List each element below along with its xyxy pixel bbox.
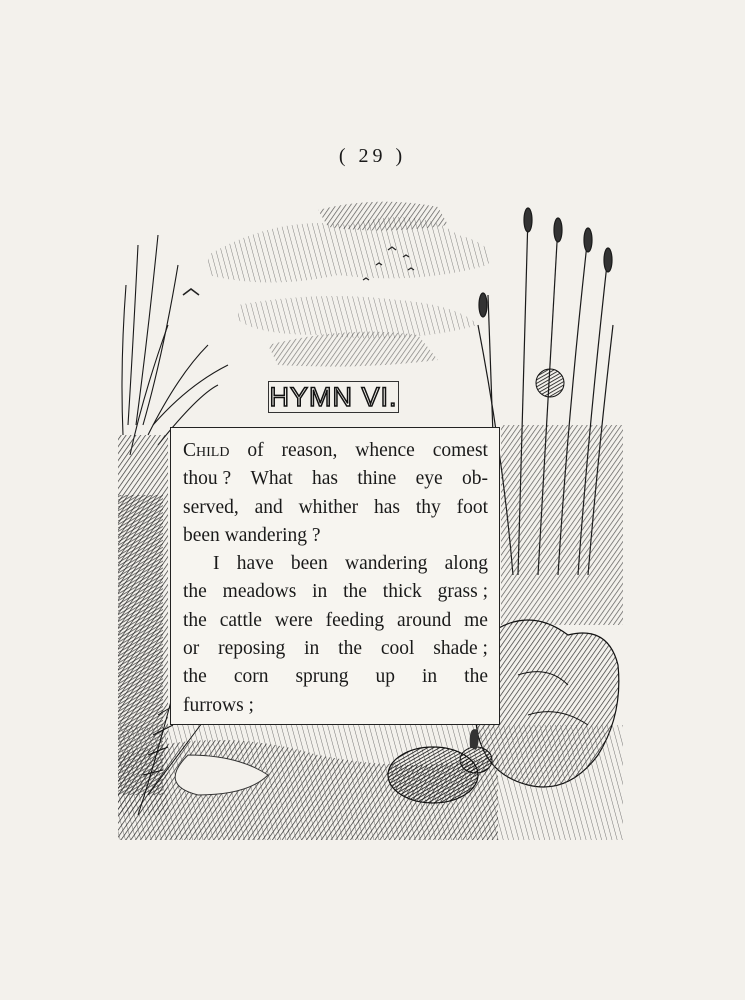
passage-line (183, 522, 488, 550)
cloud-sky (208, 202, 490, 367)
word: grass ; (437, 581, 488, 603)
word: wandering ? (224, 524, 321, 546)
word: the (183, 609, 207, 631)
passage-line (183, 663, 488, 691)
passage-line (183, 692, 488, 720)
word: cool (380, 638, 415, 660)
word: furrows ; (183, 694, 254, 716)
word: eye (415, 468, 443, 490)
passage-line (183, 607, 488, 635)
word: the (183, 666, 207, 688)
passage-line (183, 437, 488, 465)
word: cattle (219, 609, 262, 631)
word: the (338, 638, 362, 660)
word: sprung (295, 666, 349, 688)
word: me (464, 609, 488, 631)
word: reason, (281, 440, 338, 461)
word: has (374, 496, 400, 518)
word: and (254, 496, 283, 518)
word: in (422, 666, 438, 688)
word: thy (415, 496, 441, 518)
text-panel (170, 427, 500, 725)
word: served, (183, 496, 239, 518)
word: ob- (461, 468, 488, 490)
word: comest (432, 440, 488, 461)
hymn-title: HYMN VI. (269, 381, 398, 412)
word: feeding (325, 609, 385, 631)
word: the (343, 581, 367, 603)
passage-line (183, 550, 488, 578)
word: of (247, 440, 264, 461)
word: were (274, 609, 313, 631)
word: foot (456, 496, 488, 518)
word: meadows (222, 581, 297, 603)
word: the (464, 666, 488, 688)
word: have (236, 553, 274, 575)
word: What (250, 468, 293, 490)
word: has (312, 468, 339, 490)
page-number: ( 29 ) (338, 145, 407, 167)
passage-line (183, 578, 488, 606)
word: thine (357, 468, 397, 490)
word: corn (233, 666, 269, 688)
word: the (183, 581, 207, 603)
word: whence (355, 440, 415, 461)
word: I (213, 553, 220, 575)
word: in (312, 581, 328, 603)
word: or (183, 638, 200, 660)
word: around (397, 609, 452, 631)
passage-line (183, 465, 488, 493)
word: whither (298, 496, 359, 518)
word: thick (382, 581, 422, 603)
word: been (183, 524, 220, 546)
word: been (290, 553, 328, 575)
passage-line (183, 494, 488, 522)
word: in (304, 638, 320, 660)
word: reposing (218, 638, 286, 660)
word: shade ; (433, 638, 488, 660)
word: thou ? (183, 468, 232, 490)
word: wandering (345, 553, 428, 575)
word: along (444, 553, 488, 575)
word: Child (183, 440, 230, 461)
passage-line (183, 635, 488, 663)
word: up (375, 666, 396, 688)
